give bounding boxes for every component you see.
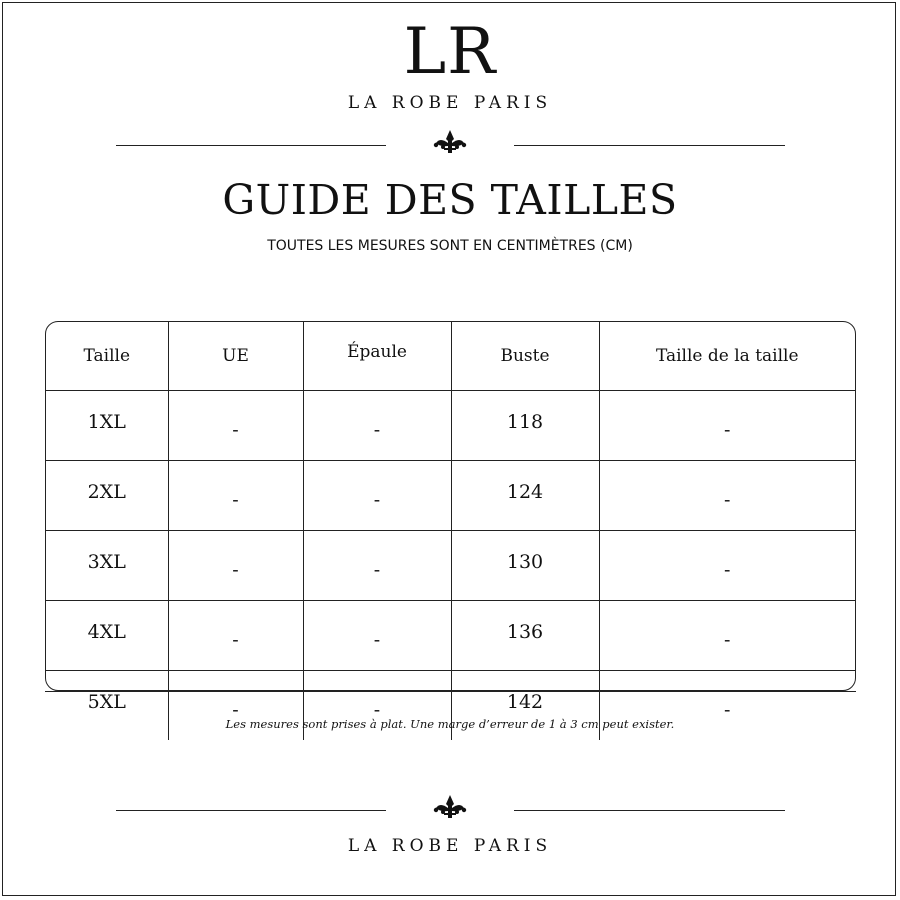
table-cell: 3XL [46,531,168,601]
table-cell: 130 [451,531,599,601]
table-cell: - [168,531,303,601]
table-row [46,461,855,531]
brand-logo: LR [403,15,497,89]
column-header-taille: Taille [46,322,168,391]
column-header-tour-de-taille: Taille de la taille [599,322,855,391]
table-cell: - [303,601,451,671]
table-cell: 142 [451,671,599,741]
table-cell: 136 [451,601,599,671]
column-header-ue: UE [168,322,303,391]
table-cell: - [599,531,855,601]
table-cell: - [168,601,303,671]
table-row [46,601,855,671]
footer-divider-left [116,810,386,811]
table-cell: - [303,671,451,741]
table-cell: 2XL [46,461,168,531]
fleur-de-lis-icon [430,794,470,824]
column-header-buste: Buste [451,322,599,391]
table-cell: - [599,461,855,531]
table-cell: - [303,531,451,601]
measurement-note: Les mesures sont prises à plat. Une marge d’erreur de 1 à 3 cm peut exister. [225,717,675,731]
fleur-de-lis-icon [430,129,470,159]
divider-right [514,145,785,146]
table-cell: 124 [451,461,599,531]
table-row [46,391,855,461]
table-cell: - [168,461,303,531]
page-subtitle: TOUTES LES MESURES SONT EN CENTIMÈTRES (CM) [267,238,633,254]
column-header-epaule: Épaule [303,322,451,391]
table-cell: 5XL [46,671,168,741]
table-cell: - [168,671,303,741]
footer-brand-name: LA ROBE PARIS [347,836,553,856]
table-cell: - [599,391,855,461]
table-cell: - [599,601,855,671]
table-cell: - [168,391,303,461]
divider-left [116,145,386,146]
table-cell: 118 [451,391,599,461]
size-table [45,321,856,721]
table-cell: 1XL [46,391,168,461]
table-cell: - [303,461,451,531]
table-cell: - [303,391,451,461]
brand-name: LA ROBE PARIS [347,93,553,113]
footer-divider-right [514,810,785,811]
table-cell: 4XL [46,601,168,671]
table-header-row [46,322,855,391]
table-cell: - [599,671,855,741]
table-underline [45,691,856,692]
table-row [46,531,855,601]
page-title: GUIDE DES TAILLES [222,176,678,224]
